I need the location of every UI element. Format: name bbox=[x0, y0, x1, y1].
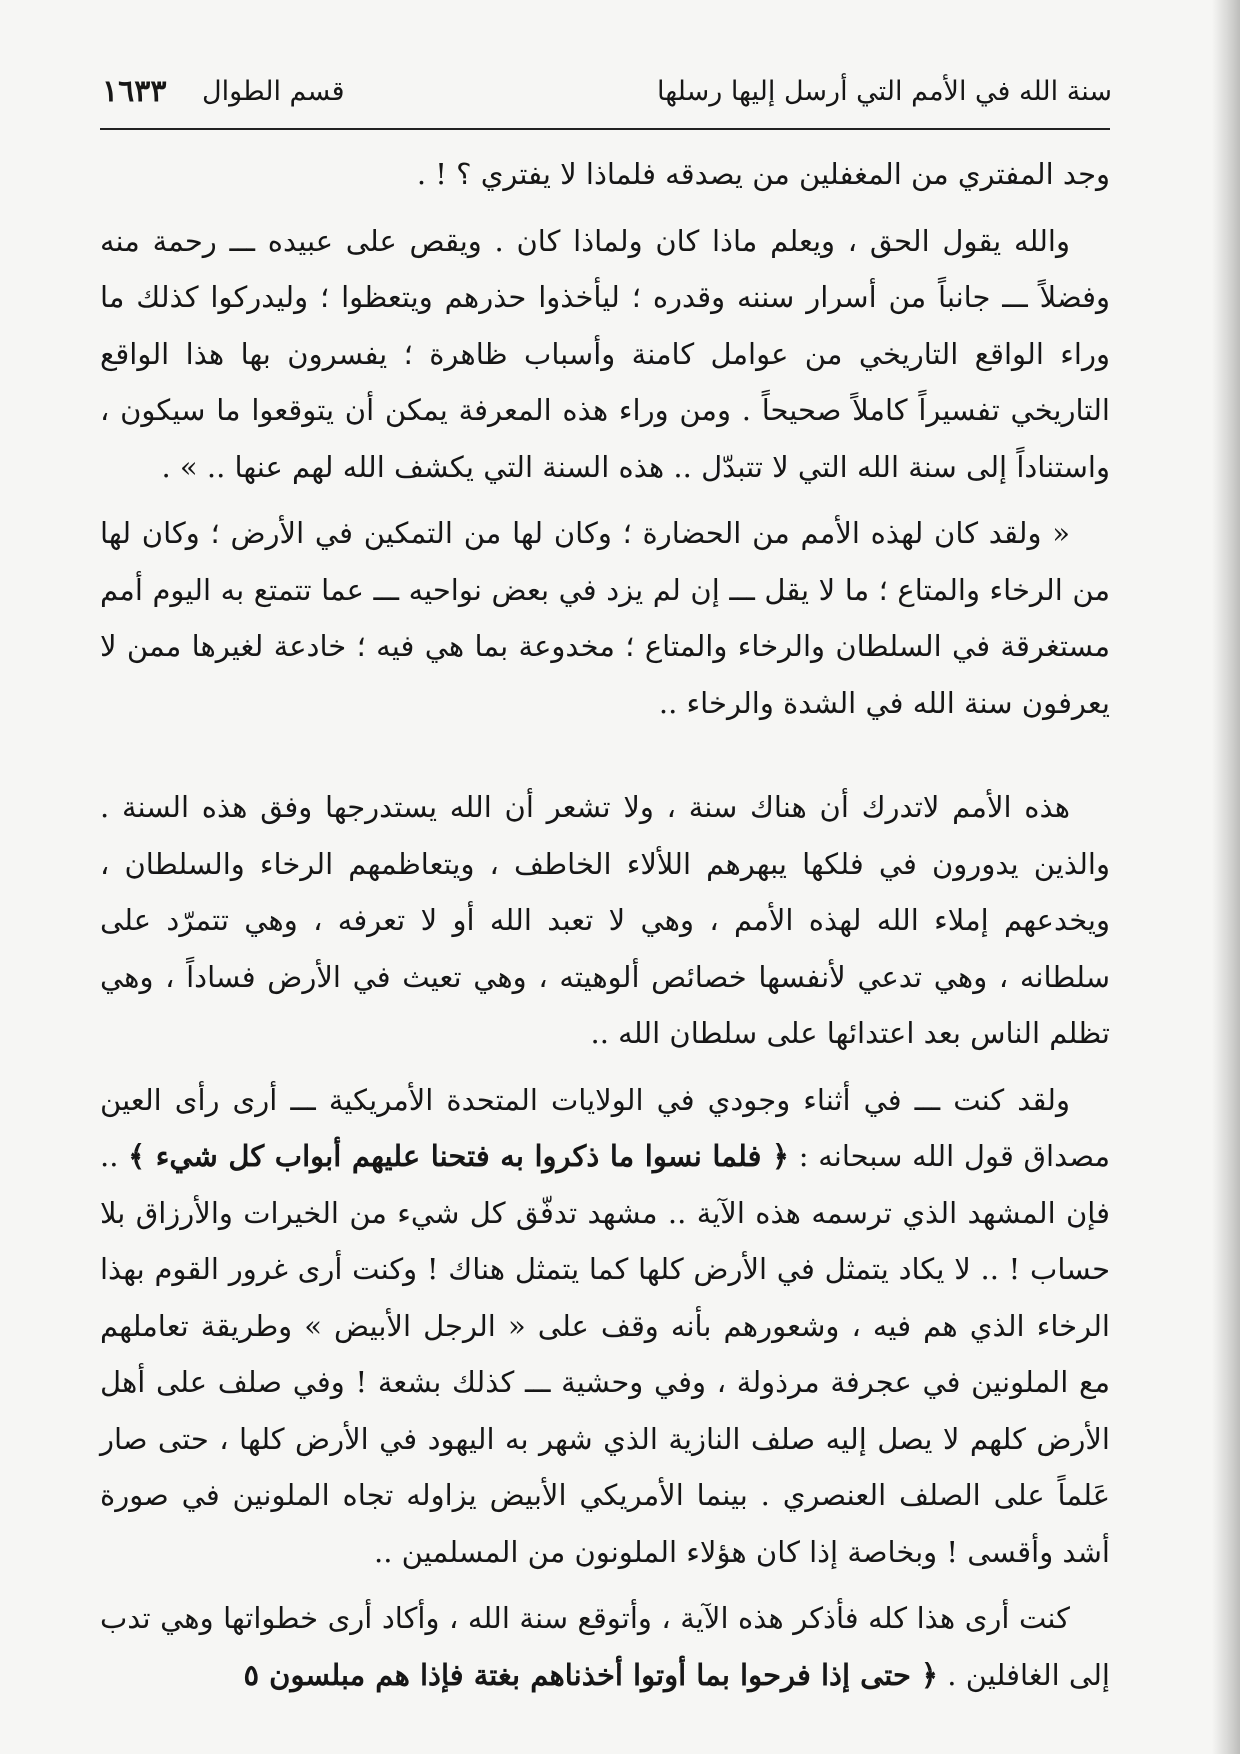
paragraph-4: هذه الأمم لاتدرك أن هناك سنة ، ولا تشعر أن الله يستدرجها وفق هذه السنة . والذين يدورون في فلكها يبهرهم اللألاء الخاطف ، ويتعاظمهم الرخاء والسلطان ، ويخدعهم إملاء الله لهذه الأمم ، وهي لا تعبد الله أو لا تعرفه ، وهي تتمرّد على سلطانه ، وهي تدعي لأنفسها خصائص ألوهيته ، وهي تعيث في الأرض فساداً ، وهي تظلم الناس بعد اعتدائها على سلطان الله .. bbox=[100, 790, 1110, 1050]
page-edge-shadow bbox=[1212, 0, 1240, 1754]
running-title: سنة الله في الأمم التي أرسل إليها رسلها bbox=[656, 76, 1112, 107]
paragraph-gap bbox=[100, 1062, 1110, 1072]
paragraph-3: « ولقد كان لهذه الأمم من الحضارة ؛ وكان لها من التمكين في الأرض ؛ وكان لها من الرخاء والمتاع ؛ ما لا يقل ـــ إن لم يزد في بعض نواحيه ـــ عما تتمتع به اليوم أمم مستغرقة في السلطان والرخاء والمتاع ؛ مخدوعة بما هي فيه ؛ خادعة لغيرها ممن لا يعرفون سنة الله في الشدة والرخاء .. bbox=[100, 516, 1110, 720]
page-body bbox=[100, 146, 1110, 1703]
paragraph-1: وجد المفتري من المغفلين من يصدقه فلماذا لا يفتري ؟ ! . bbox=[416, 157, 1110, 191]
quran-verse: ﴿ حتى إذا فرحوا بما أوتوا أخذناهم بغتة فإذا هم مبلسون ٥ bbox=[243, 1657, 939, 1692]
paragraph-2: والله يقول الحق ، ويعلم ماذا كان ولماذا كان . ويقص على عبيده ـــ رحمة منه وفضلاً ـــ جانباً من أسرار سننه وقدره ؛ ليأخذوا حذرهم ويتعظوا ؛ وليدركوا كذلك ما وراء الواقع التاريخي من عوامل كامنة وأسباب ظاهرة ؛ يفسرون بها هذا الواقع التاريخي تفسيراً كاملاً صحيحاً . ومن وراء هذه المعرفة يمكن أن يتوقعوا ما سيكون ، واستناداً إلى سنة الله التي لا تتبدّل .. هذه السنة التي يكشف الله لهم عنها .. » . bbox=[100, 223, 1110, 484]
quran-verse: ﴿ فلما نسوا ما ذكروا به فتحنا عليهم أبواب كل شيء ﴾ bbox=[128, 1139, 790, 1173]
paragraph-5-text-after: .. فإن المشهد الذي ترسمه هذه الآية .. مشهد تدفّق كل شيء من الخيرات والأرزاق بلا حساب ! .. لا يكاد يتمثل في الأرض كلها كما يتمثل هناك ! وكنت أرى غرور القوم بهذا الرخاء الذي هم فيه ، وشعورهم بأنه وقف على « الرجل الأبيض » وطريقة تعاملهم مع الملونين في عجرفة مرذولة ، وفي وحشية ـــ كذلك بشعة ! وفي صلف على أهل الأرض كلهم لا يصل إليه صلف النازية الذي شهر به اليهود في الأرض كلها ، حتى صار عَلماً على الصلف العنصري . بينما الأمريكي الأبيض يزاوله تجاه الملونين في صورة أشد وأقسى ! وبخاصة إذا كان هؤلاء الملونون من المسلمين .. bbox=[100, 1139, 1110, 1569]
paragraph-6 bbox=[100, 1590, 1110, 1703]
page-number: ١٦٣٣ bbox=[102, 74, 167, 109]
page-header bbox=[102, 72, 1112, 122]
paragraph-gap bbox=[100, 495, 1110, 505]
paragraph-6-text-before: كنت أرى هذا كله فأذكر هذه الآية ، وأتوقع سنة الله ، وأكاد أرى خطواتها وهي تدب إلى الغافلين . bbox=[100, 1601, 1110, 1692]
paragraph-5-text-before: ولقد كنت ـــ في أثناء وجودي في الولايات المتحدة الأمريكية ـــ أرى رأى العين مصداق قول الله سبحانه : bbox=[100, 1082, 1110, 1173]
paragraph-gap bbox=[100, 203, 1110, 213]
paragraph-gap bbox=[100, 731, 1110, 779]
header-rule bbox=[100, 128, 1110, 130]
paragraph-5 bbox=[100, 1072, 1110, 1581]
paragraph-gap bbox=[100, 1580, 1110, 1590]
section-label: قسم الطوال bbox=[202, 76, 345, 107]
